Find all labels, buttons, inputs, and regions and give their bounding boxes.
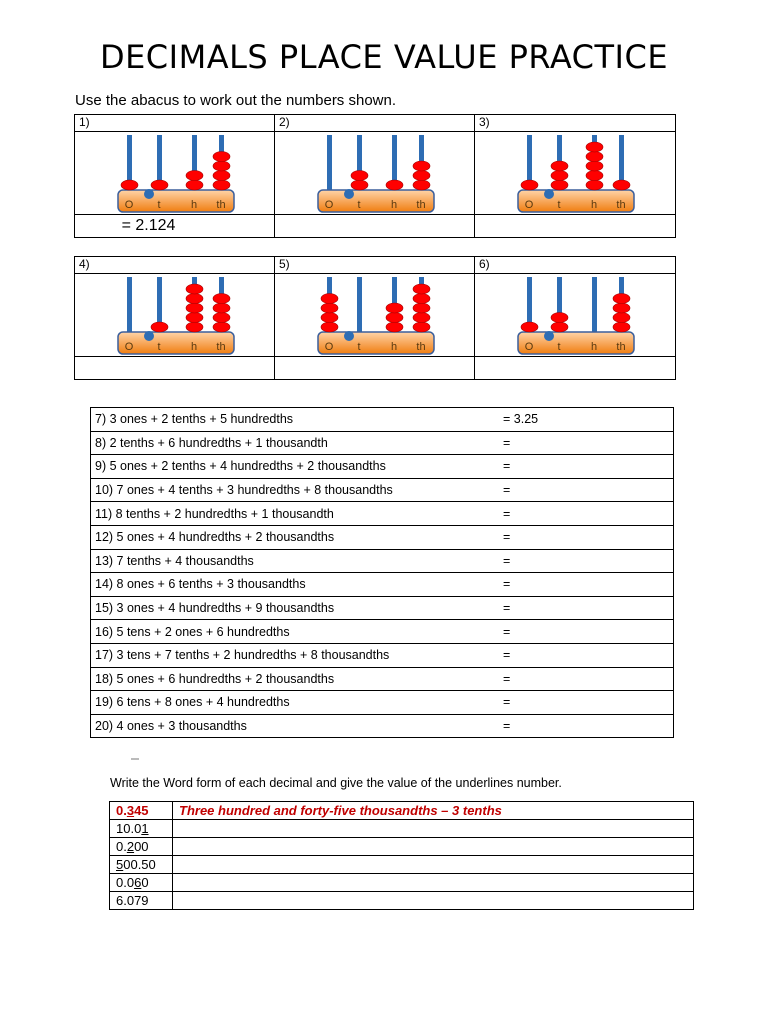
abacus-bead <box>213 161 230 171</box>
sum-answer[interactable]: = <box>499 455 674 479</box>
sum-row <box>91 620 674 644</box>
word-form-answer[interactable] <box>173 838 694 856</box>
abacus-bead <box>321 303 338 313</box>
abacus-bead <box>321 313 338 323</box>
decimal-number <box>110 856 173 874</box>
decimal-part: 45 <box>134 803 149 818</box>
abacus-place-label: t <box>157 199 161 211</box>
sum-answer[interactable]: = 3.25 <box>499 408 674 432</box>
abacus-bead <box>351 180 368 190</box>
abacus-place-label: th <box>416 341 426 353</box>
abacus-place-label: th <box>416 199 426 211</box>
abacus-place-label: h <box>190 199 198 211</box>
word-row <box>110 874 694 892</box>
abacus-place-label: O <box>124 341 134 353</box>
abacus-place-label: th <box>616 341 626 353</box>
abacus-bead <box>213 303 230 313</box>
sum-question: 10) 7 ones + 4 tenths + 3 hundredths + 8 thousandths <box>91 478 500 502</box>
sum-answer[interactable]: = <box>499 620 674 644</box>
abacus-bead <box>586 180 603 190</box>
sum-row <box>91 525 674 549</box>
answer-box[interactable] <box>275 357 475 380</box>
abacus-rod <box>127 277 132 337</box>
decimal-part: 0. <box>116 803 127 818</box>
word-row <box>110 820 694 838</box>
abacus <box>517 274 635 356</box>
sum-row <box>91 549 674 573</box>
page-title: DECIMALS PLACE VALUE PRACTICE <box>99 38 669 76</box>
sum-question: 9) 5 ones + 2 tenths + 4 hundredths + 2 thousandths <box>91 455 500 479</box>
abacus-decimal-point <box>544 331 554 341</box>
abacus-bead <box>551 161 568 171</box>
abacus-table <box>74 114 676 238</box>
abacus-decimal-point <box>144 189 154 199</box>
sum-row <box>91 408 674 432</box>
abacus-bead <box>586 142 603 152</box>
sum-answer[interactable]: = <box>499 525 674 549</box>
abacus-bead <box>186 294 203 304</box>
abacus-bead <box>186 313 203 323</box>
word-row <box>110 892 694 910</box>
abacus-place-label: th <box>216 341 226 353</box>
sum-question: 7) 3 ones + 2 tenths + 5 hundredths <box>91 408 500 432</box>
abacus-cell <box>475 132 676 215</box>
question-number: 5) <box>275 257 475 274</box>
abacus-bead <box>213 322 230 332</box>
abacus-place-label: O <box>524 341 534 353</box>
decimal-part: 10.0 <box>116 821 142 836</box>
expanded-form-table <box>90 407 674 738</box>
decimal-number <box>110 820 173 838</box>
abacus-bead <box>551 180 568 190</box>
abacus-cell <box>75 132 275 215</box>
abacus-bead <box>551 313 568 323</box>
abacus <box>117 274 235 356</box>
sum-answer[interactable]: = <box>499 573 674 597</box>
abacus-bead <box>186 171 203 181</box>
smudge-mark <box>131 758 139 760</box>
underlined-digit: 5 <box>116 857 124 872</box>
abacus-decimal-point <box>544 189 554 199</box>
sum-answer[interactable]: = <box>499 596 674 620</box>
abacus-bead <box>613 294 630 304</box>
abacus-bead <box>413 313 430 323</box>
abacus-rod <box>592 277 597 337</box>
abacus-place-label: th <box>216 199 226 211</box>
decimal-part: 00 <box>134 839 149 854</box>
decimal-number <box>110 802 173 820</box>
sum-answer[interactable]: = <box>499 667 674 691</box>
abacus-bead <box>613 322 630 332</box>
decimal-part: 0 <box>141 875 149 890</box>
abacus-place-label: t <box>557 199 561 211</box>
word-form-instruction: Write the Word form of each decimal and give the value of the underlines number. <box>110 776 562 790</box>
answer-box[interactable] <box>275 215 475 238</box>
sum-answer[interactable]: = <box>499 643 674 667</box>
abacus-bead <box>413 161 430 171</box>
word-form-answer[interactable] <box>173 874 694 892</box>
abacus-bead <box>613 303 630 313</box>
sum-answer[interactable]: = <box>499 478 674 502</box>
sum-question: 8) 2 tenths + 6 hundredths + 1 thousandth <box>91 431 500 455</box>
abacus-bead <box>551 171 568 181</box>
abacus-rod <box>357 277 362 337</box>
answer-box[interactable] <box>75 357 275 380</box>
sum-question: 14) 8 ones + 6 tenths + 3 thousandths <box>91 573 500 597</box>
abacus-bead <box>386 303 403 313</box>
abacus-decimal-point <box>344 331 354 341</box>
sum-row <box>91 643 674 667</box>
abacus <box>517 132 635 214</box>
underlined-digit: 3 <box>126 803 135 818</box>
abacus-place-label: O <box>324 341 334 353</box>
decimal-number <box>110 892 173 910</box>
sum-question: 18) 5 ones + 6 hundredths + 2 thousandths <box>91 667 500 691</box>
abacus-cell <box>475 274 676 357</box>
abacus-decimal-point <box>144 331 154 341</box>
abacus <box>317 132 435 214</box>
sum-row <box>91 478 674 502</box>
sum-row <box>91 502 674 526</box>
sum-question: 13) 7 tenths + 4 thousandths <box>91 549 500 573</box>
abacus-place-label: O <box>324 199 334 211</box>
abacus-bead <box>586 171 603 181</box>
sum-question: 17) 3 tens + 7 tenths + 2 hundredths + 8 thousandths <box>91 643 500 667</box>
decimal-part: 00.50 <box>123 857 156 872</box>
abacus-bead <box>613 180 630 190</box>
sum-question: 11) 8 tenths + 2 hundredths + 1 thousandth <box>91 502 500 526</box>
abacus-place-label: h <box>190 341 198 353</box>
abacus-bead <box>321 294 338 304</box>
abacus-place-label: h <box>590 341 598 353</box>
abacus-cell <box>75 274 275 357</box>
decimal-number <box>110 838 173 856</box>
question-number: 4) <box>75 257 275 274</box>
abacus-bead <box>551 322 568 332</box>
abacus-bead <box>351 171 368 181</box>
abacus-bead <box>186 303 203 313</box>
abacus-bead <box>521 180 538 190</box>
underlined-digit: 2 <box>126 839 135 854</box>
abacus-decimal-point <box>344 189 354 199</box>
word-form-table <box>109 801 694 910</box>
underlined-digit: 6 <box>134 875 142 890</box>
abacus-table <box>74 256 676 380</box>
instruction: Use the abacus to work out the numbers shown. <box>75 92 397 109</box>
abacus-rod <box>327 135 332 195</box>
abacus-place-label: th <box>616 199 626 211</box>
question-number: 2) <box>275 115 475 132</box>
sum-answer[interactable]: = <box>499 714 674 738</box>
word-row <box>110 838 694 856</box>
sum-question: 19) 6 tens + 8 ones + 4 hundredths <box>91 691 500 715</box>
abacus-bead <box>413 322 430 332</box>
word-form-answer[interactable] <box>173 856 694 874</box>
abacus-bead <box>413 303 430 313</box>
decimal-part: 6.079 <box>116 893 149 908</box>
abacus-cell <box>275 274 475 357</box>
abacus-bead <box>386 322 403 332</box>
abacus-bead <box>413 180 430 190</box>
sum-answer[interactable]: = <box>499 691 674 715</box>
decimal-part: 0.0 <box>116 875 135 890</box>
decimal-part: 0. <box>116 839 127 854</box>
abacus-bead <box>521 322 538 332</box>
sum-row <box>91 667 674 691</box>
abacus-bead <box>586 161 603 171</box>
sum-row <box>91 431 674 455</box>
abacus-bead <box>613 313 630 323</box>
word-form-answer[interactable] <box>173 820 694 838</box>
sum-row <box>91 596 674 620</box>
abacus-bead <box>213 171 230 181</box>
decimal-number <box>110 874 173 892</box>
sum-answer[interactable]: = <box>499 431 674 455</box>
question-number: 1) <box>75 115 275 132</box>
abacus-bead <box>151 180 168 190</box>
abacus-bead <box>121 180 138 190</box>
abacus-bead <box>413 294 430 304</box>
word-form-answer[interactable] <box>173 892 694 910</box>
abacus-bead <box>213 313 230 323</box>
abacus-place-label: t <box>357 199 361 211</box>
abacus-place-label: t <box>557 341 561 353</box>
abacus-bead <box>386 313 403 323</box>
sum-question: 12) 5 ones + 4 hundredths + 2 thousandths <box>91 525 500 549</box>
sum-row <box>91 455 674 479</box>
abacus <box>317 274 435 356</box>
answer-box[interactable] <box>475 357 676 380</box>
word-row <box>110 802 694 820</box>
word-form-answer[interactable]: Three hundred and forty-five thousandths – 3 tenths <box>173 802 694 820</box>
abacus-place-label: t <box>157 341 161 353</box>
sum-question: 15) 3 ones + 4 hundredths + 9 thousandths <box>91 596 500 620</box>
sum-answer[interactable]: = <box>499 549 674 573</box>
sum-question: 20) 4 ones + 3 thousandths <box>91 714 500 738</box>
abacus-place-label: h <box>590 199 598 211</box>
abacus-bead <box>186 322 203 332</box>
abacus <box>117 132 235 214</box>
answer-box[interactable] <box>475 215 676 238</box>
abacus-place-label: t <box>357 341 361 353</box>
abacus-place-label: O <box>524 199 534 211</box>
abacus-cell <box>275 132 475 215</box>
abacus-place-label: O <box>124 199 134 211</box>
answer-box[interactable] <box>75 215 275 238</box>
question-number: 3) <box>475 115 676 132</box>
underlined-digit: 1 <box>141 821 149 836</box>
abacus-bead <box>413 171 430 181</box>
abacus-bead <box>213 180 230 190</box>
abacus-bead <box>321 322 338 332</box>
sum-question: 16) 5 tens + 2 ones + 6 hundredths <box>91 620 500 644</box>
abacus-bead <box>213 294 230 304</box>
abacus-bead <box>186 180 203 190</box>
sum-row <box>91 573 674 597</box>
abacus-bead <box>413 284 430 294</box>
abacus-bead <box>213 152 230 162</box>
abacus-bead <box>386 180 403 190</box>
abacus-bead <box>586 152 603 162</box>
abacus-place-label: h <box>390 199 398 211</box>
word-row <box>110 856 694 874</box>
sum-row <box>91 691 674 715</box>
abacus-place-label: h <box>390 341 398 353</box>
sum-answer[interactable]: = <box>499 502 674 526</box>
answer-text: = 2.124 <box>121 217 176 234</box>
question-number: 6) <box>475 257 676 274</box>
sum-row <box>91 714 674 738</box>
abacus-bead <box>186 284 203 294</box>
abacus-bead <box>151 322 168 332</box>
